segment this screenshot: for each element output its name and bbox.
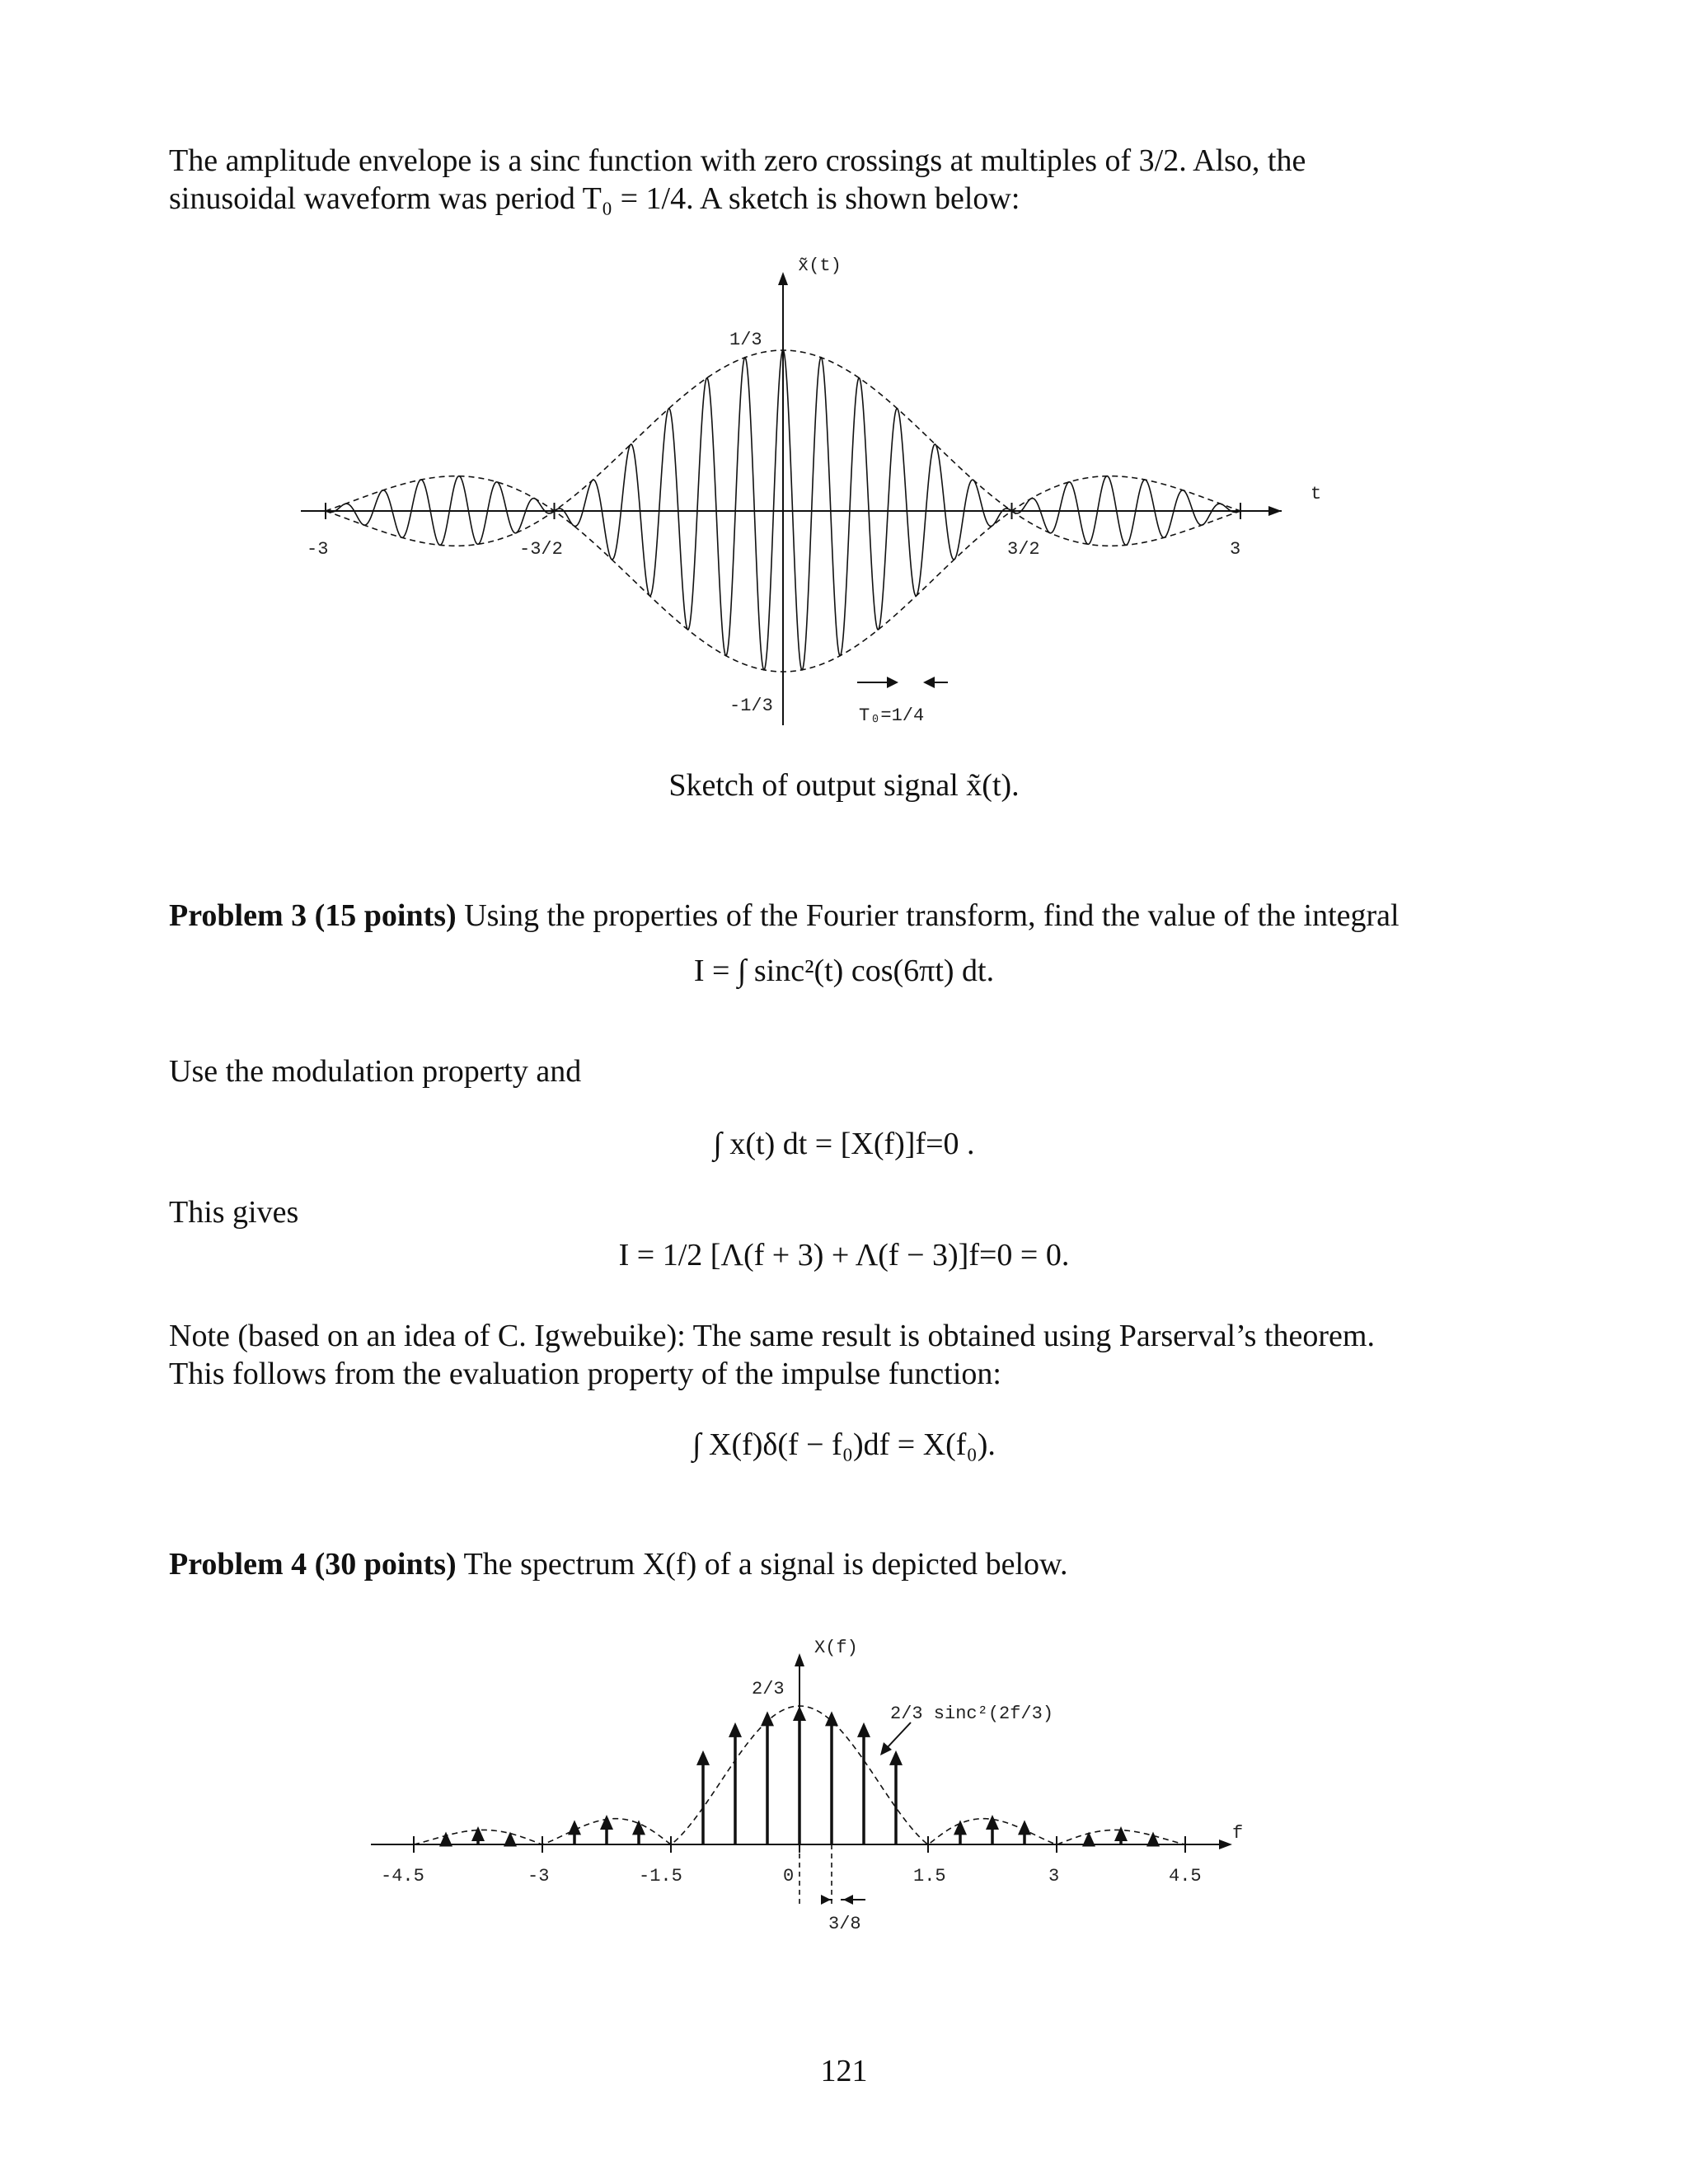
problem4-text: The spectrum X(f) of a signal is depicted below. [456,1547,1068,1582]
problem3-equation-4: ∫ X(f)δ(f − f₀)df = X(f₀). [692,1427,996,1462]
fig2-ylabel: X(f) [814,1638,858,1658]
fig2-tick-neg4-5: -4.5 [381,1866,424,1886]
fig2-xlabel: f [1232,1823,1244,1844]
problem4-heading: Problem 4 (30 points) [169,1547,457,1582]
fig1-ylabel: x̃(t) [798,255,842,276]
fig2-tick-1-5: 1.5 [913,1866,946,1886]
fig2-impulse-head [729,1722,742,1737]
fig2-impulse-head [889,1750,903,1765]
fig2-impulse-head [1018,1820,1031,1835]
fig2-tick-neg3: -3 [528,1866,550,1886]
fig2-impulse-head [504,1832,517,1847]
fig1-ytop-label: 1/3 [729,330,762,350]
problem3-equation-3: I = 1/2 [Λ(f + 3) + Λ(f − 3)]f=0 = 0. [618,1238,1070,1272]
fig1-ybottom-label: -1/3 [729,696,773,716]
note-line-2: This follows from the evaluation property of the impulse function: [169,1357,1001,1392]
fig1-tick-neg3: -3 [307,539,329,560]
intro-line-1: The amplitude envelope is a sinc function with zero crossings at multiples of 3/2. Also, the [169,143,1306,178]
fig1-caption: Sketch of output signal x̃(t). [668,768,1020,803]
problem3-gives-text: This gives [169,1195,299,1230]
fig2-impulse-head [1082,1832,1095,1847]
fig1-tick-neg3-2: -3/2 [519,539,563,560]
problem3-heading: Problem 3 (15 points) [169,898,457,933]
fig2-impulse-head [600,1815,613,1830]
fig2-tick-4-5: 4.5 [1169,1866,1202,1886]
fig2-tick-neg1-5: -1.5 [639,1866,682,1886]
fig2-impulse-head [1114,1826,1128,1841]
fig1-xlabel: t [1311,484,1322,504]
fig1-tick-3-2: 3/2 [1007,539,1040,560]
fig2-impulse-head [793,1706,806,1721]
fig2-y-axis-arrow [795,1653,804,1666]
problem3-equation-1: I = ∫ sinc²(t) cos(6πt) dt. [693,954,995,988]
problem3-modulation-text: Use the modulation property and [169,1054,582,1089]
fig2-impulse-head [825,1711,838,1726]
fig1-period-label: T₀=1/4 [859,705,925,726]
intro-line-2: sinusoidal waveform was period T₀ = 1/4. A sketch is shown below: [169,181,1020,217]
fig2-impulse-head [761,1711,774,1726]
fig2-envelope-label: 2/3 sinc²(2f/3) [890,1704,1054,1724]
note-line-1: Note (based on an idea of C. Igwebuike): The same result is obtained using Parserval’s theorem. [169,1319,1375,1353]
fig2-peak-label: 2/3 [752,1679,785,1699]
fig2-impulse-head [857,1722,870,1737]
problem3-text: Using the properties of the Fourier transform, find the value of the integral [456,898,1400,933]
fig2-impulse-head [696,1750,710,1765]
problem3-equation-2: ∫ x(t) dt = [X(f)]f=0 . [713,1127,975,1161]
fig2-impulse-head [986,1815,999,1830]
fig1-tick-3: 3 [1230,539,1241,560]
page-number: 121 [820,2054,868,2088]
fig2-spacing-arrowhead-left [821,1895,831,1905]
fig2-impulse-head [471,1826,485,1841]
fig2-spacing-arrowhead-right [843,1895,853,1905]
fig2-spacing-label: 3/8 [828,1914,861,1934]
fig2-tick-3: 3 [1048,1866,1060,1886]
fig2-x-axis-arrow [1219,1840,1232,1849]
fig2-label-pointer [886,1722,911,1749]
fig2-tick-0: 0 [783,1866,795,1886]
fig2-impulse-head [439,1832,452,1847]
